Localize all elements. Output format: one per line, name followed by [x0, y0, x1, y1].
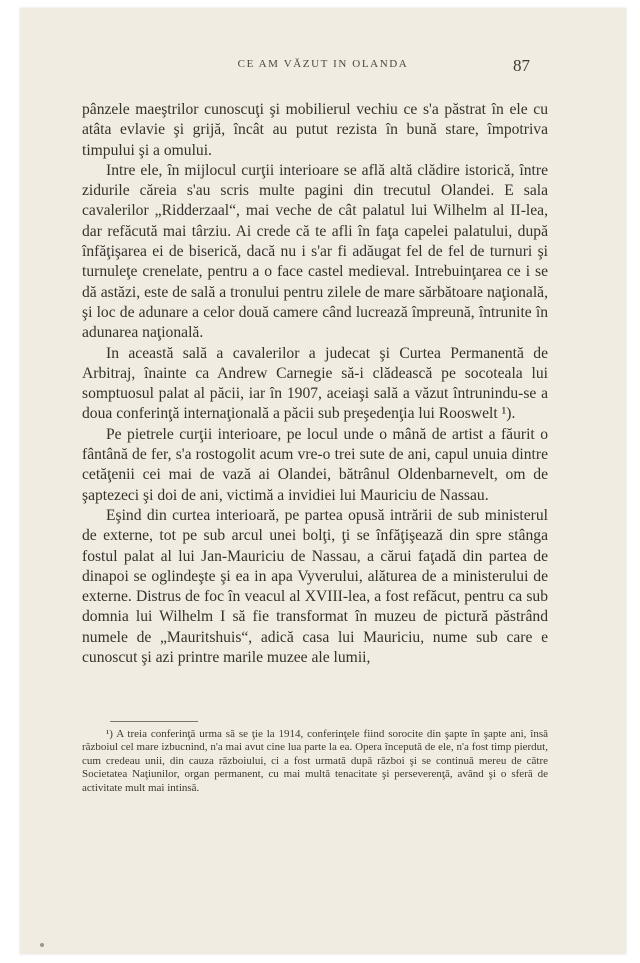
paragraph: In această sală a cavalerilor a judecat şi Curtea Permanentă de Arbitraj, înainte ca Andrew Carnegie să-i clădească pe socoteala lui somptuosul palat al păcii, iar în 1907, aceiaşi sală a văzut întrunindu-se a doua conferinţă internaţională a păcii sub preşedenţia lui Rooswelt ¹).	[82, 344, 548, 423]
paragraph: Pe pietrele curţii interioare, pe locul unde o mână de artist a făurit o fântână de fer, s'a rostogolit acum vre-o trei sute de ani, capul unuia dintre cetăţenii cei mai de vază ai Olandei, bătrânul Oldenbarnevelt, om de şaptezeci şi doi de ani, victimă a invidiei lui Mauriciu de Nassau.	[82, 425, 548, 504]
running-title: CE AM VĂZUT IN OLANDA	[237, 58, 409, 70]
footnote	[82, 728, 548, 795]
paragraph: Eşind din curtea interioară, pe partea opusă intrării de sub ministerul de externe, tot pe sub arcul unei bolţi, ţi se înfăţişează din spre stânga fostul palat al lui Jan-Mauriciu de Nassau, a cărui faţadă din partea de dinapoi se oglindeşte şi ea in apa Vyverului, alăturea de a ministerului de externe. Distrus de foc în veacul al XVIII-lea, a fost refăcut, pentru ca sub domnia lui Wilhelm I să fie transformat în muzeu de pictură păstrând numele de „Mauritshuis“, adică casa lui Mauriciu, nume sub care e cunoscut şi azi printre marile muzee ale lumii,	[82, 506, 548, 667]
paragraph: Intre ele, în mijlocul curţii interioare se află altă clădire istorică, între zidurile căreia s'au scris multe pagini din trecutul Olandei. E sala cavalerilor „Ridderzaal“, mai veche de cât palatul lui Wilhelm al II-lea, dar refăcută mai târziu. Ai crede că te afli în faţa capelei palatului, după înfăţişarea ei de biserică, dacă nu i s'ar fi adăugat fel de fel de turnuri şi turnuleţe crenelate, pentru a o face castel medieval. Intrebuinţarea ce i se dă astăzi, este de sală a tronului pentru zilele de mare sărbătoare naţională, şi loc de adunare a celor două camere când lucrează împreună, întrunite în adunarea naţională.	[82, 161, 548, 342]
footnote-text: ¹) A treia conferinţă urma să se ţie la 1914, conferinţele fiind sorocite din şapte în şapte ani, însă războiul cel mare izbucnind, n'a mai avut cine lua parte la ea. Opera începută de ele, n'a fost timp pierdut, cum credeau unii, din cauza războiului, ci a fost urmată după război şi se continuă mereu de către Societatea Naţiunilor, organ permanent, cu mai multă tenacitate şi perseverenţă, având şi o sferă de activitate mult mai intinsă.	[82, 728, 548, 794]
page-number: 87	[513, 56, 530, 75]
page-header	[20, 58, 626, 82]
footnote-divider	[110, 721, 198, 722]
book-page	[20, 8, 626, 954]
paragraph: pânzele maeştrilor cunoscuţi şi mobilierul vechiu ce s'a păstrat în ele cu atâta evlavie şi grijă, încât au putut rezista în bună stare, împotriva timpului şi a omului.	[82, 101, 548, 159]
body-text	[82, 100, 548, 668]
page-speck	[40, 943, 44, 947]
